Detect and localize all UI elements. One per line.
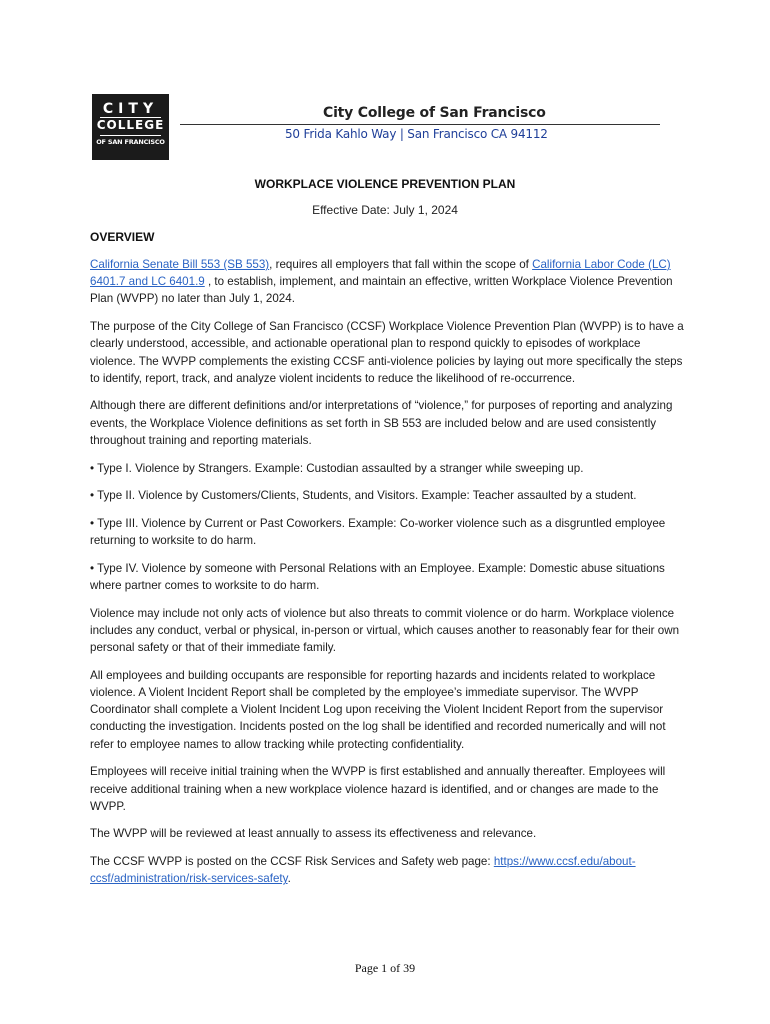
labor-code-link[interactable]: California Labor Code (LC) 6401.7 and LC 6401.9 xyxy=(90,258,671,289)
intro-text: , requires all employers that fall within the scope of xyxy=(269,258,533,271)
paragraph-definitions: Although there are different definitions and/or interpretations of “violence,” for purposes of reporting and analyzing events, the Workplace Violence definitions as set forth in SB 553 are included below and are used consistently throughout training and reporting materials. xyxy=(90,399,673,447)
intro-paragraph xyxy=(90,256,688,308)
sb553-link[interactable]: California Senate Bill 553 (SB 553) xyxy=(90,258,270,271)
document-body xyxy=(90,256,688,898)
intro-text: , to establish, implement, and maintain an effective, written Workplace Violence Prevention Plan (WVPP) no later than July 1, 2024. xyxy=(90,275,673,306)
institution-name: City College of San Francisco xyxy=(323,105,546,121)
page-number: Page 1 of 39 xyxy=(354,961,416,975)
institution-address: 50 Frida Kahlo Way | San Francisco CA 94112 xyxy=(285,127,548,141)
logo-divider xyxy=(100,135,161,136)
list-item-type-3: • Type III. Violence by Current or Past Coworkers. Example: Co-worker violence such as a disgruntled employee returning to worksite to do harm. xyxy=(90,516,666,548)
paragraph-training: Employees will receive initial training when the WVPP is first established and annually thereafter. Employees will receive additional training when a new workplace violence hazard is identified, and or changes are made to the WVPP. xyxy=(90,765,666,813)
closing-paragraph xyxy=(90,853,688,887)
risk-services-link[interactable]: https://www.ccsf.edu/about-ccsf/administration/risk-services-safety xyxy=(90,855,636,886)
logo-line-college: COLLEGE xyxy=(96,118,165,132)
ccsf-logo xyxy=(92,94,169,160)
document-title: WORKPLACE VIOLENCE PREVENTION PLAN xyxy=(254,177,516,191)
logo-line-city: CITY xyxy=(102,101,159,117)
paragraph-violence-scope: Violence may include not only acts of violence but also threats to commit violence or do harm. Workplace violence includes any conduct, verbal or physical, in-person or virtual, which causes another to reasonably fear for their own personal safety or that of their immediate family. xyxy=(90,606,680,655)
closing-text: The CCSF WVPP is posted on the CCSF Risk Services and Safety web page: xyxy=(90,855,494,869)
section-heading-overview: OVERVIEW xyxy=(90,230,155,244)
paragraph-purpose: The purpose of the City College of San Francisco (CCSF) Workplace Violence Prevention Plan (WVPP) is to have a clearly understood, accessible, and actionable operational plan to respond quickly to episodes of workplace violence. The WVPP complements the existing CCSF anti-violence policies by laying out more specifically the steps to identify, report, track, and analyze violent incidents to reduce the likelihood of re-occurrence. xyxy=(90,320,684,385)
header-rule xyxy=(180,124,660,125)
effective-date: Effective Date: July 1, 2024 xyxy=(312,203,458,217)
list-item-type-2: • Type II. Violence by Customers/Clients, Students, and Visitors. Example: Teacher assaulted by a student. xyxy=(90,489,637,503)
paragraph-review: The WVPP will be reviewed at least annually to assess its effectiveness and relevance. xyxy=(90,827,537,841)
closing-period: . xyxy=(287,872,291,886)
logo-line-sf: OF SAN FRANCISCO xyxy=(96,138,165,146)
list-item-type-4: • Type IV. Violence by someone with Personal Relations with an Employee. Example: Domestic abuse situations where partner comes to worksite to do harm. xyxy=(90,561,665,593)
paragraph-reporting: All employees and building occupants are responsible for reporting hazards and incidents related to workplace violence. A Violent Incident Report shall be completed by the employee’s immediate supervisor. The WVPP Coordinator shall complete a Violent Incident Log upon receiving the Violent Incident Report from the supervisor conducting the investigation. Incidents posted on the log shall be identified and recorded numerically and will not refer to employee names to allow tracking while protecting confidentiality. xyxy=(90,668,666,751)
list-item-type-1: • Type I. Violence by Strangers. Example: Custodian assaulted by a stranger while sweeping up. xyxy=(90,461,584,475)
